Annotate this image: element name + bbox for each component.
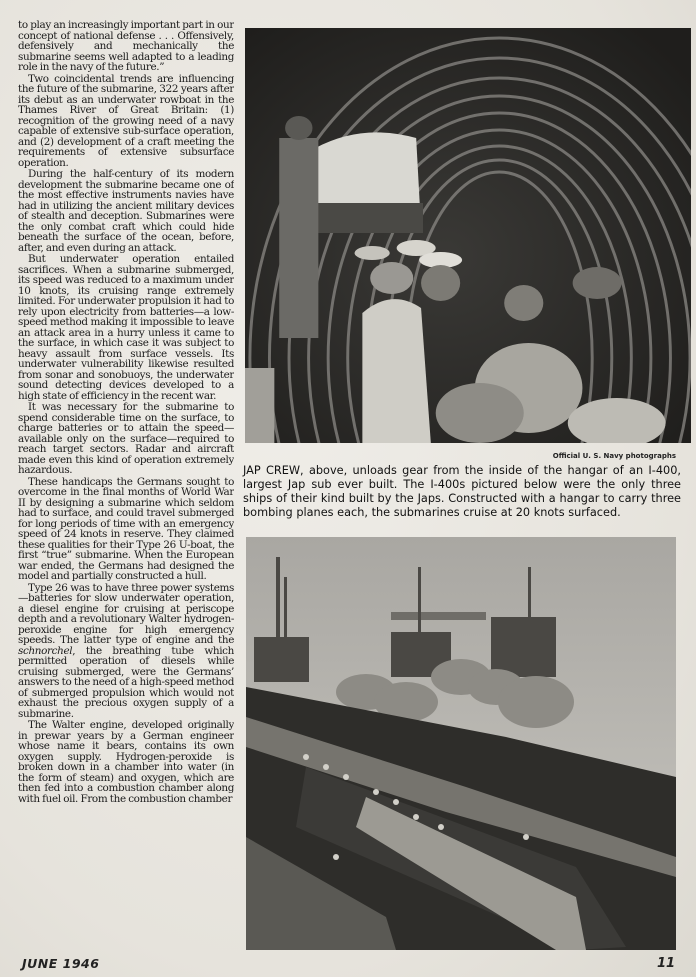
- article-paragraph: The Walter engine, developed originally in prewar years by a German engineer whose name it bears, contains its own oxygen supply. Hydrogen-peroxide is broken down in a chamber into water (in the form of steam) and oxygen, which are then fed into a combustion chamber along with fuel oil. From the combustion chamber: [18, 719, 234, 805]
- article-paragraph: But underwater operation entailed sacrifices. When a submarine submerged, its speed was reduced to a maximum under 10 knots, its cruising range extremely limited. For underwater propulsion it had to rely upon electricity from batteries—a low-speed method making it impossible to leave an attack area in a hurry unless it came to the surface, in which case it was subject to heavy assault from surface vessels. Its underwater vulnerability likewise resulted from sonar and sonobuoys, the underwater sound detecting devices developed to a high state of efficiency in the recent war.: [18, 253, 234, 402]
- article-paragraph: It was necessary for the submarine to spend considerable time on the surface, to charge batteries or to attain the speed—available only on the surface—required to reach target sectors. Radar and aircraft made even this kind of operation extremely hazardous.: [18, 401, 234, 476]
- issue-date: JUNE 1946: [22, 956, 100, 971]
- photo-caption: JAP CREW, above, unloads gear from the inside of the hangar of an I-400, largest Jap sub ever built. The I-400s pictured below were the only three ships of their kind built by the Japs. Constructed with a hangar to carry three bombing planes each, the submarines cruise at 20 knots surfaced.: [243, 464, 681, 519]
- article-paragraph: to play an increasingly important part in our concept of national defense . . . Offensively, defensively and mechanically the submarine seems well adapted to a leading role in the navy of the future.”: [18, 20, 234, 73]
- submarines-photo-illustration: [246, 537, 676, 950]
- photo-credit: Official U. S. Navy photographs: [552, 452, 676, 460]
- submarines-photo: [246, 537, 676, 950]
- paragraph-text: Type 26 was to have three power systems—batteries for slow underwater operation, a diesel engine for cruising at periscope depth and a revolutionary Walter hydrogen-peroxide engine for high emergency speeds. The latter type of engine and the: [18, 581, 234, 646]
- hangar-crew-photo: [245, 28, 691, 443]
- italic-term: schnorchel: [18, 644, 73, 657]
- article-paragraph: These handicaps the Germans sought to overcome in the final months of World War II by designing a submarine which seldom had to surface, and could travel submerged for long periods of time with an emergency speed of 24 knots in reserve. They claimed these qualities for their Type 26 U-boat, the first “true” submarine. When the European war ended, the Germans had designed the model and partially constructed a hull.: [18, 475, 234, 582]
- article-paragraph: During the half-century of its modern development the submarine became one of the most effective instruments navies have had in utilizing the ancient military devices of stealth and deception. Submarines were the only combat craft which could hide beneath the surface of the ocean, before, after, and even during an attack.: [18, 168, 234, 254]
- article-paragraph: [18, 583, 234, 720]
- hangar-photo-illustration: [245, 28, 691, 443]
- paragraph-text: , the breathing tube which permitted operation of diesels while cruising submerged, were the Germans’ answers to the need of a high-speed method of submerged propulsion which would not exhaust the precious oxygen supply of a submarine.: [18, 644, 234, 720]
- article-column: [18, 20, 234, 944]
- article-paragraph: Two coincidental trends are influencing the future of the submarine, 322 years after its debut as an underwater rowboat in the Thames River of Great Britain: (1) recognition of the growing need of a navy capable of extensive sub-surface operation, and (2) development of a craft meeting the requirements of extensive subsurface operation.: [18, 72, 234, 169]
- page-number: 11: [657, 956, 676, 971]
